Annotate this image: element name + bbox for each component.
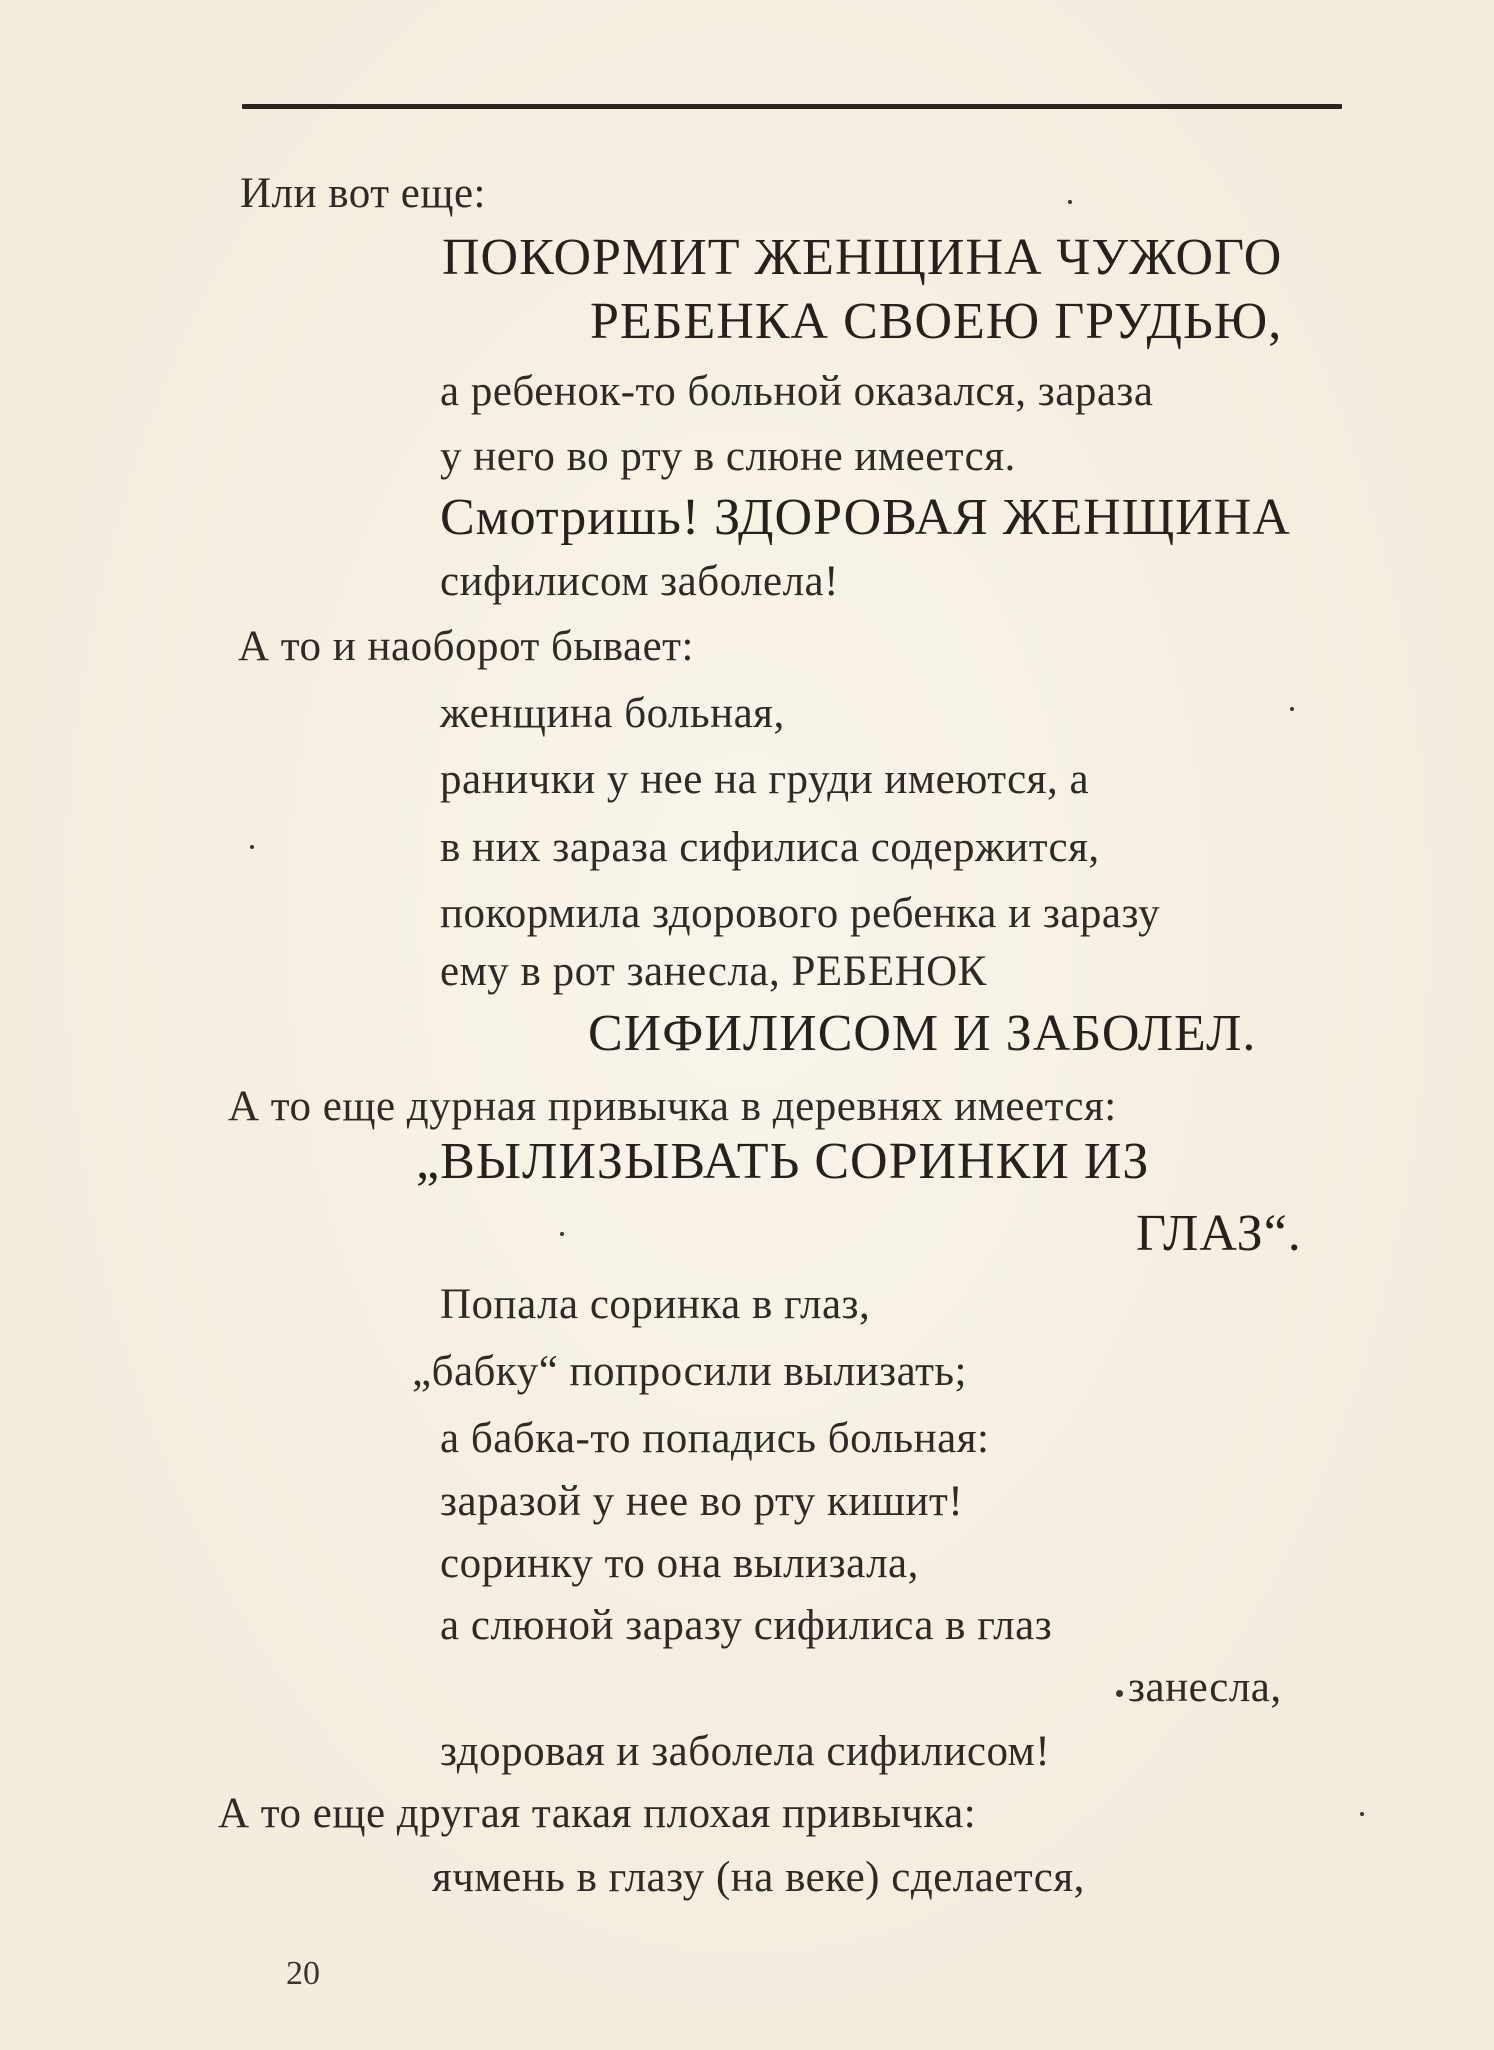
text-line-caps: „ВЫЛИЗЫВАТЬ СОРИНКИ ИЗ: [416, 1133, 1150, 1190]
text-line: соринку то она вылизала,: [440, 1540, 919, 1587]
ink-speck: [1116, 1690, 1123, 1697]
text-line: А то еще другая такая плохая привычка:: [218, 1790, 977, 1837]
text-line: ему в рот занесла, РЕБЕНОК: [440, 948, 987, 995]
text-line: женщина больная,: [440, 690, 785, 737]
text-line: „бабку“ попросили вылизать;: [412, 1348, 967, 1395]
ink-speck: [250, 845, 254, 849]
text-line: а слюной заразу сифилиса в глаз: [440, 1602, 1053, 1649]
text-line: здоровая и заболела сифилисом!: [440, 1728, 1051, 1775]
text-line: заразой у нее во рту кишит!: [440, 1478, 964, 1525]
ink-speck: [1360, 1812, 1364, 1816]
text-line: А то и наоборот бывает:: [238, 623, 694, 670]
text-line-caps: ГЛАЗ“.: [1136, 1205, 1302, 1262]
ink-speck: [1068, 200, 1072, 204]
text-line: у него во рту в слюне имеется.: [440, 433, 1016, 480]
ink-speck: [1290, 707, 1294, 711]
text-line: а ребенок-то больной оказался, зараза: [440, 368, 1154, 415]
header-rule: [242, 104, 1342, 109]
text-line: занесла,: [1128, 1664, 1282, 1711]
text-line-caps: РЕБЕНКА СВОЕЮ ГРУДЬЮ,: [590, 293, 1283, 350]
text-line: сифилисом заболела!: [440, 558, 839, 605]
text-line: а бабка-то попадись больная:: [440, 1415, 990, 1462]
text-line: покормила здорового ребенка и заразу: [440, 890, 1161, 937]
ink-speck: [560, 1232, 564, 1236]
page-number: 20: [286, 1955, 320, 1992]
text-line: Попала соринка в глаз,: [440, 1281, 871, 1328]
text-line: ранички у нее на груди имеются, а: [440, 756, 1090, 803]
text-line-caps: ПОКОРМИТ ЖЕНЩИНА ЧУЖОГО: [442, 229, 1283, 286]
text-line: А то еще дурная привычка в деревнях имеется:: [228, 1083, 1117, 1130]
text-line: в них зараза сифилиса содержится,: [440, 824, 1100, 871]
text-line: Или вот еще:: [240, 170, 486, 217]
text-line-caps: Смотришь! ЗДОРОВАЯ ЖЕНЩИНА: [440, 489, 1291, 546]
text-line: ячмень в глазу (на веке) сделается,: [432, 1854, 1085, 1901]
text-line-caps: СИФИЛИСОМ И ЗАБОЛЕЛ.: [588, 1005, 1257, 1062]
